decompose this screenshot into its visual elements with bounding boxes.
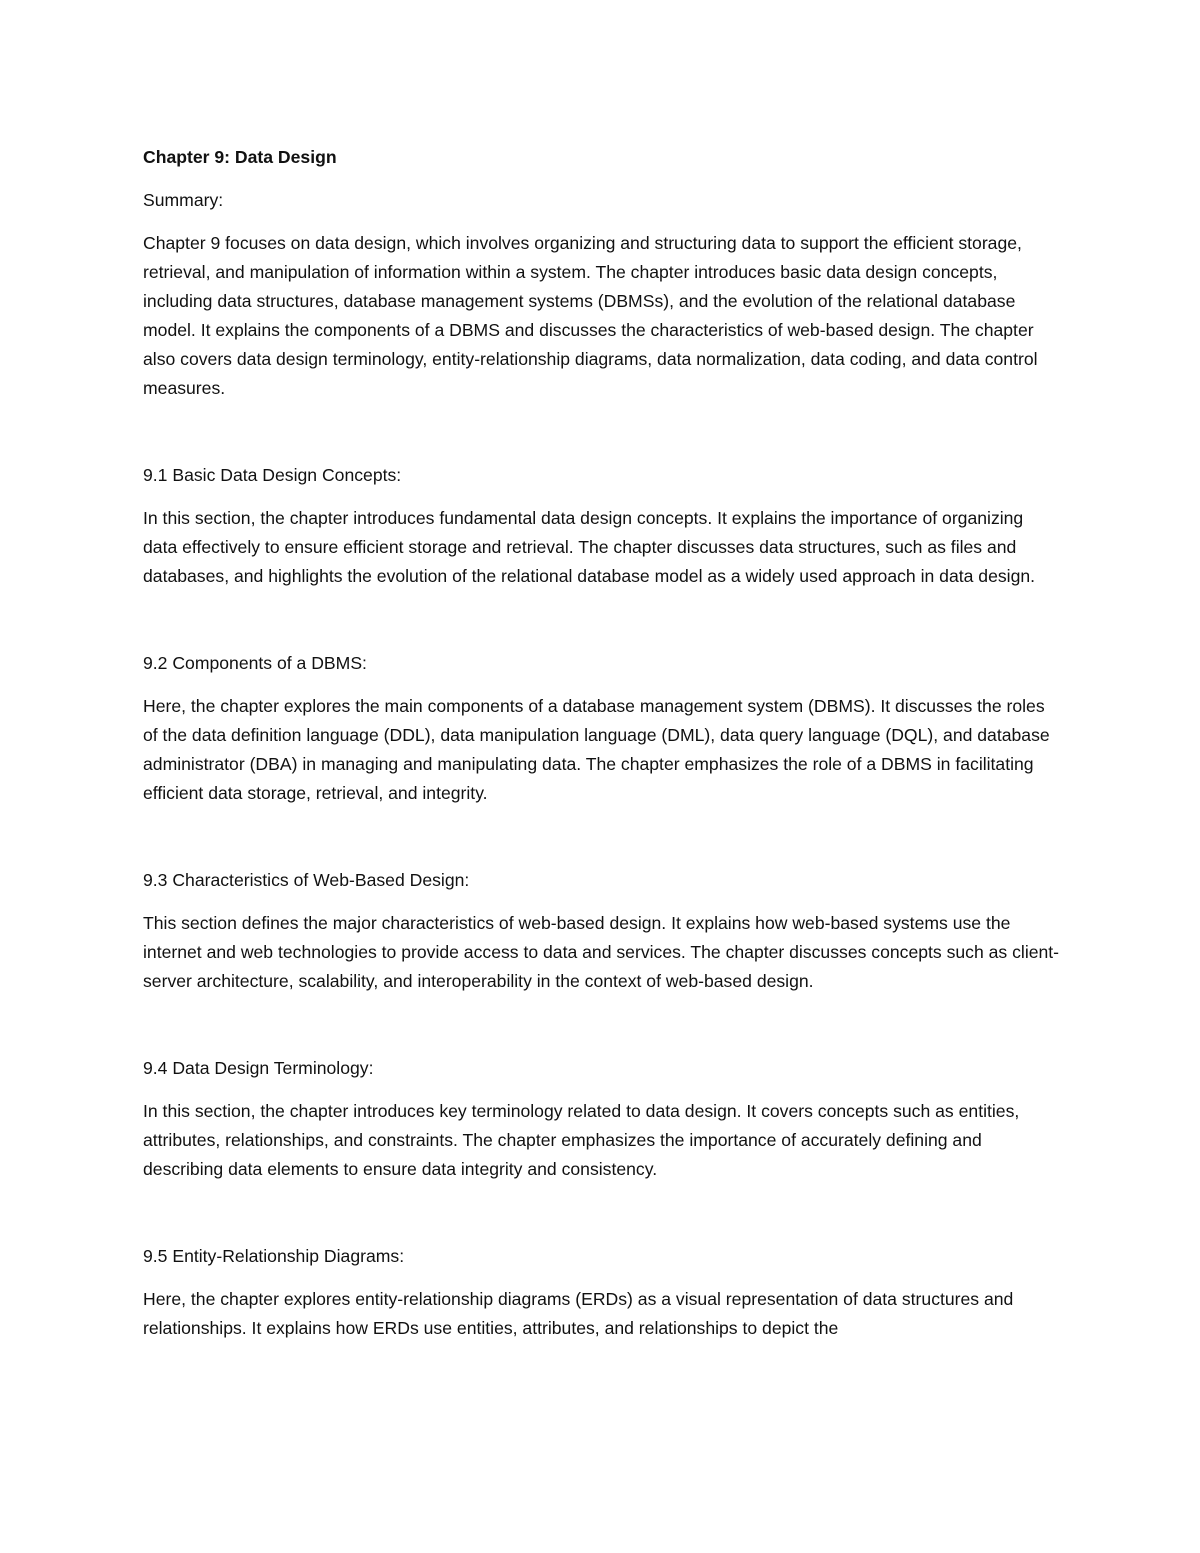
section-heading-9-3: 9.3 Characteristics of Web-Based Design:	[143, 870, 470, 890]
section-paragraph-9-3: This section defines the major characteristics of web-based design. It explains how web-based systems use the internet and web technologies to provide access to data and services. The chapter discusses concepts such as client-server architecture, scalability, and interoperability in the context of web-based design.	[143, 913, 1060, 991]
section-paragraph-9-5: Here, the chapter explores entity-relationship diagrams (ERDs) as a visual representation of data structures and relationships. It explains how ERDs use entities, attributes, and relationships to depict the	[143, 1289, 1014, 1338]
section-heading-9-1: 9.1 Basic Data Design Concepts:	[143, 465, 402, 485]
section-heading-9-5: 9.5 Entity-Relationship Diagrams:	[143, 1246, 405, 1266]
document-body	[143, 143, 1061, 1343]
chapter-title: Chapter 9: Data Design	[143, 147, 337, 167]
section-heading-9-4: 9.4 Data Design Terminology:	[143, 1058, 374, 1078]
summary-paragraph: Chapter 9 focuses on data design, which involves organizing and structuring data to support the efficient storage, retrieval, and manipulation of information within a system. The chapter introduces basic data design concepts, including data structures, database management systems (DBMSs), and the evolution of the relational database model. It explains the components of a DBMS and discusses the characteristics of web-based design. The chapter also covers data design terminology, entity-relationship diagrams, data normalization, data coding, and data control measures.	[143, 233, 1038, 398]
section-heading-9-2: 9.2 Components of a DBMS:	[143, 653, 367, 673]
summary-label: Summary:	[143, 190, 224, 210]
section-paragraph-9-2: Here, the chapter explores the main components of a database management system (DBMS). It discusses the roles of the data definition language (DDL), data manipulation language (DML), data query language (DQL), and database administrator (DBA) in managing and manipulating data. The chapter emphasizes the role of a DBMS in facilitating efficient data storage, retrieval, and integrity.	[143, 696, 1050, 803]
section-paragraph-9-1: In this section, the chapter introduces fundamental data design concepts. It explains the importance of organizing data effectively to ensure efficient storage and retrieval. The chapter discusses data structures, such as files and databases, and highlights the evolution of the relational database model as a widely used approach in data design.	[143, 508, 1036, 586]
section-paragraph-9-4: In this section, the chapter introduces key terminology related to data design. It covers concepts such as entities, attributes, relationships, and constraints. The chapter emphasizes the importance of accurately defining and describing data elements to ensure data integrity and consistency.	[143, 1101, 1020, 1179]
